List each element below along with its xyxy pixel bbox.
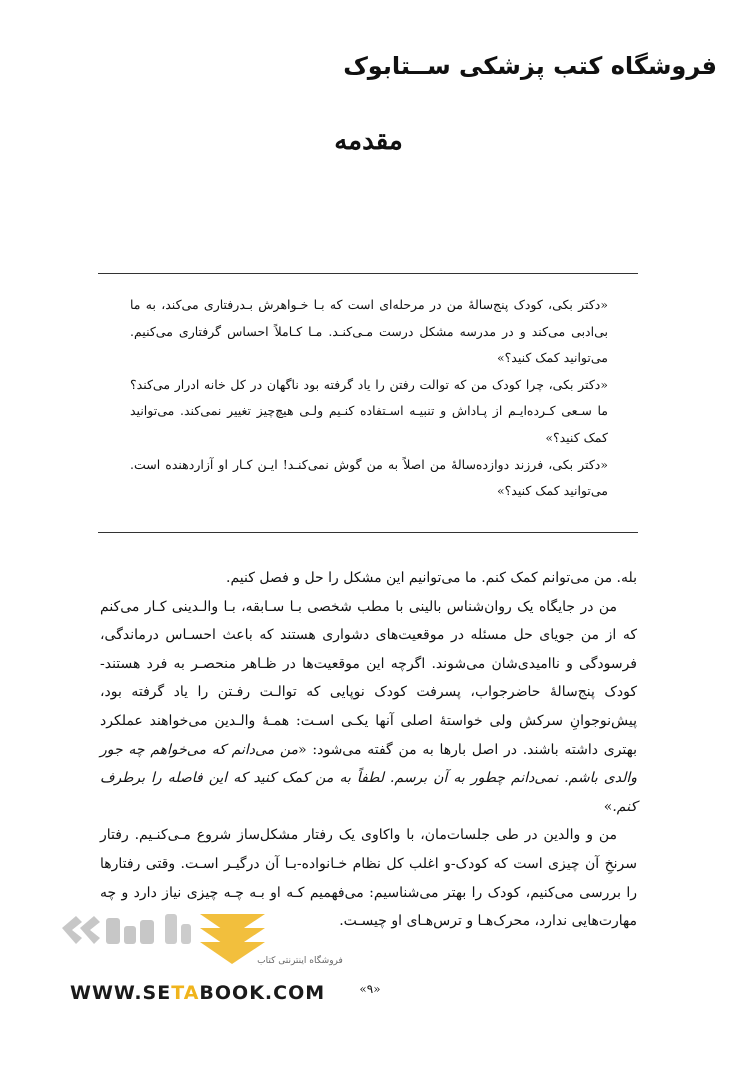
body-paragraph: من و والدین در طی جلسات‌مان، با واکاوی یک رفتار مشکل‌ساز شروع مـی‌کنـیم. رفتار سرنخِ آن چیزی است که کودک-و اغلب کل نظام خـانواده-بـا آن درگیـر اسـت. وقتی رفتارها را بررسی می‌کنیم، کودک را بهتر می‌شناسیم: می‌فهمیم کـه او بـه چـه چیزی نیاز دارد و چه مهارت‌هایی ندارد، محرک‌هـا و ترس‌هـای او چیسـت. (100, 827, 637, 930)
watermark-tagline: فروشگاه اینترنتی کتاب (257, 956, 343, 966)
body-text-run: » (603, 798, 613, 815)
quote-paragraph: «دکتر بکی، کودک پنج‌سالهٔ من در مرحله‌ای است که بـا خـواهرش بـدرفتاری می‌کند، به ما بی‌ادبی می‌کند و در مدرسه مشکل درست مـی‌کنـد. مـا کـاملاً احساس گرفتاری می‌کنیم. می‌توانید کمک کنید؟» (130, 297, 608, 366)
watermark-url-part: WWW.SE (70, 982, 172, 1004)
quote-paragraph: «دکتر بکی، فرزند دوازده‌سالهٔ من اصلاً به من گوش نمی‌کنـد! ایـن کـار او آزاردهنده است. می‌توانید کمک کنید؟» (130, 456, 608, 499)
watermark (60, 906, 700, 1006)
opening-quote-block (130, 292, 608, 505)
store-title: فروشگاه کتب پزشکی ســتابوک (343, 52, 717, 80)
body-paragraph: بله. من می‌توانم کمک کنم. ما می‌توانیم این مشکل را حل و فصل کنیم. (226, 570, 637, 586)
body-text-run: من در جایگاه یک روان‌شناس بالینی با مطب شخصی بـا سـابقه، بـا والـدینی کـار می‌کنم که از من جویای حل مسئله در موقعیت‌های دشواری هستند که باعث احسـاس درماندگی، فرسودگی و ناامیدی‌شان می‌شوند. اگرچه این موقعیت‌ها در ظـاهر منحصـر به فرد هستند-کودک پنج‌سالهٔ حاضرجواب، پسرفت کودک نوپایی که توالـت رفـتن را یاد گرفته بود، پیش‌نوجوانِ سرکش ولی خواستهٔ اصلی آنها یکـی اسـت: همـهٔ والـدین می‌خواهند عملکرد بهتری داشته باشند. در اصل بارها به من گفته می‌شود: « (100, 598, 637, 758)
quote-bottom-rule (98, 532, 638, 533)
watermark-url (70, 982, 325, 1004)
quote-top-rule (98, 273, 638, 274)
body-text (100, 564, 637, 936)
body-paragraph (100, 593, 637, 822)
chapter-title: مقدمه (334, 126, 403, 156)
quote-paragraph: «دکتر بکی، چرا کودک من که توالت رفتن را یاد گرفته بود ناگهان در کل خانه ادرار می‌کند؟ ما سـعی کـرده‌ایـم از پـاداش و تنبیـه اسـتفاده کنـیم ولـی هیچ‌چیز تغییر نمی‌کند. می‌توانید کمک کنید؟» (130, 376, 608, 445)
italic-quote: من می‌دانم که می‌خواهم چه جور والدی باشم. نمی‌دانم چطور به آن برسم. لطفاً به من کمک کنید که این فاصله را برطرف کنم. (100, 741, 637, 815)
watermark-url-part: BOOK.COM (199, 982, 326, 1004)
page-number: «۹» (359, 982, 381, 996)
watermark-url-accent: TA (171, 982, 200, 1004)
